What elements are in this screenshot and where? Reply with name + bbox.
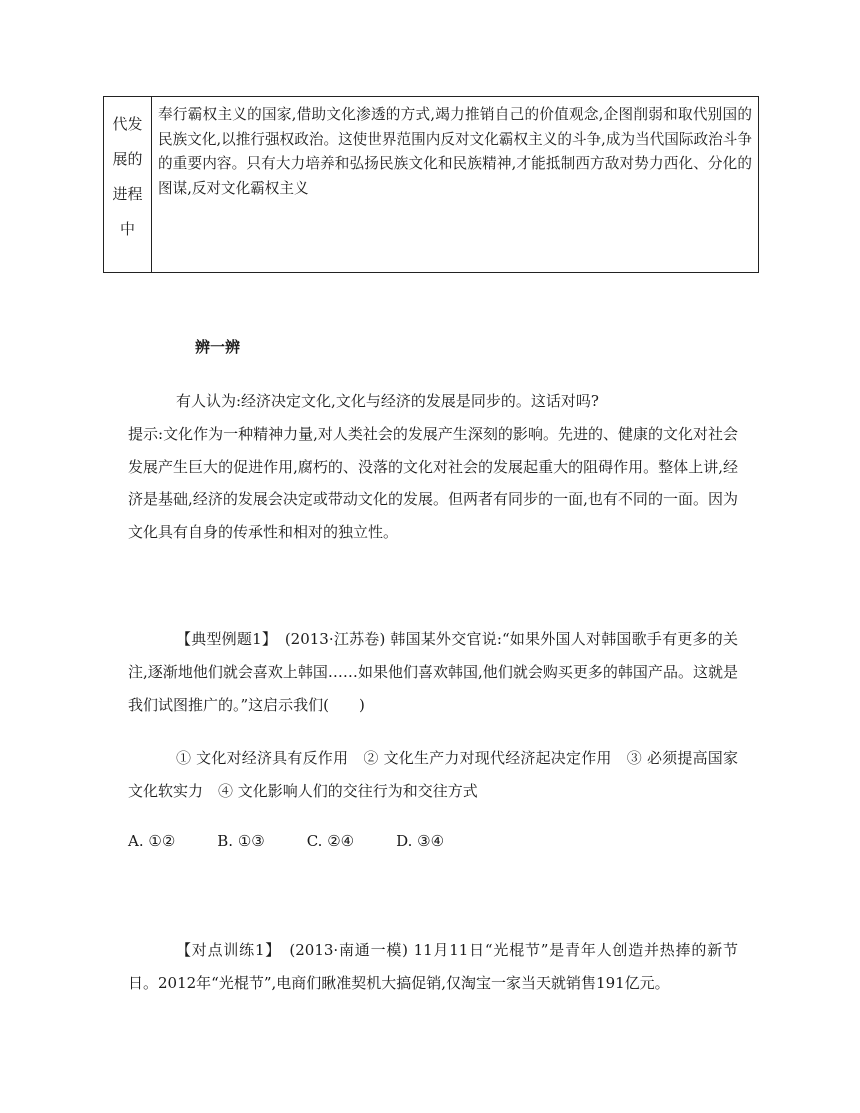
choice-b: B. ①③ (217, 832, 265, 850)
section-heading: 辨一辨 (195, 338, 241, 356)
left-cell-line: 中 (119, 220, 135, 238)
training-question: 【对点训练1】 (2013·南通一模) 11月11日“光棍节”是青年人创造并热捧的新节日。2012年“光棍节”,电商们瞅准契机大搞促销,仅淘宝一家当天就销售191亿元。 (128, 941, 738, 992)
left-cell-line: 代发 (112, 115, 143, 133)
left-cell-line: 展的 (112, 150, 143, 168)
table-right-cell: 奉行霸权主义的国家,借助文化渗透的方式,竭力推销自己的价值观念,企图削弱和取代别国的民族文化,以推行强权政治。这使世界范围内反对文化霸权主义的斗争,成为当代国际政治斗争的重要内容。只有大力培养和弘扬民族文化和民族精神,才能抵制西方敌对势力西化、分化的图谋,反对文化霸权主义 (158, 106, 752, 197)
answer-choices (128, 832, 486, 850)
discussion-question: 有人认为:经济决定文化,文化与经济的发展是同步的。这话对吗? (176, 392, 599, 410)
example-question: 【典型例题1】 (2013·江苏卷) 韩国某外交官说:“如果外国人对韩国歌手有更多的关注,逐渐地他们就会喜欢上韩国……如果他们喜欢韩国,他们就会购买更多的韩国产品。这就是我们试图推广的。”这启示我们( ) (128, 630, 738, 714)
choice-a: A. ①② (128, 832, 176, 850)
content-table (103, 96, 759, 273)
example-statements: ① 文化对经济具有反作用 ② 文化生产力对现代经济起决定作用 ③ 必须提高国家文化软实力 ④ 文化影响人们的交往行为和交往方式 (128, 749, 738, 800)
table-left-cell (104, 97, 152, 272)
hint-paragraph: 提示:文化作为一种精神力量,对人类社会的发展产生深刻的影响。先进的、健康的文化对社会发展产生巨大的促进作用,腐朽的、没落的文化对社会的发展起重大的阻碍作用。整体上讲,经济是基础,经济的发展会决定或带动文化的发展。但两者有同步的一面,也有不同的一面。因为文化具有自身的传承性和相对的独立性。 (128, 425, 738, 541)
left-cell-line: 进程 (112, 185, 143, 203)
choice-c: C. ②④ (306, 832, 355, 850)
choice-d: D. ③④ (396, 832, 445, 850)
